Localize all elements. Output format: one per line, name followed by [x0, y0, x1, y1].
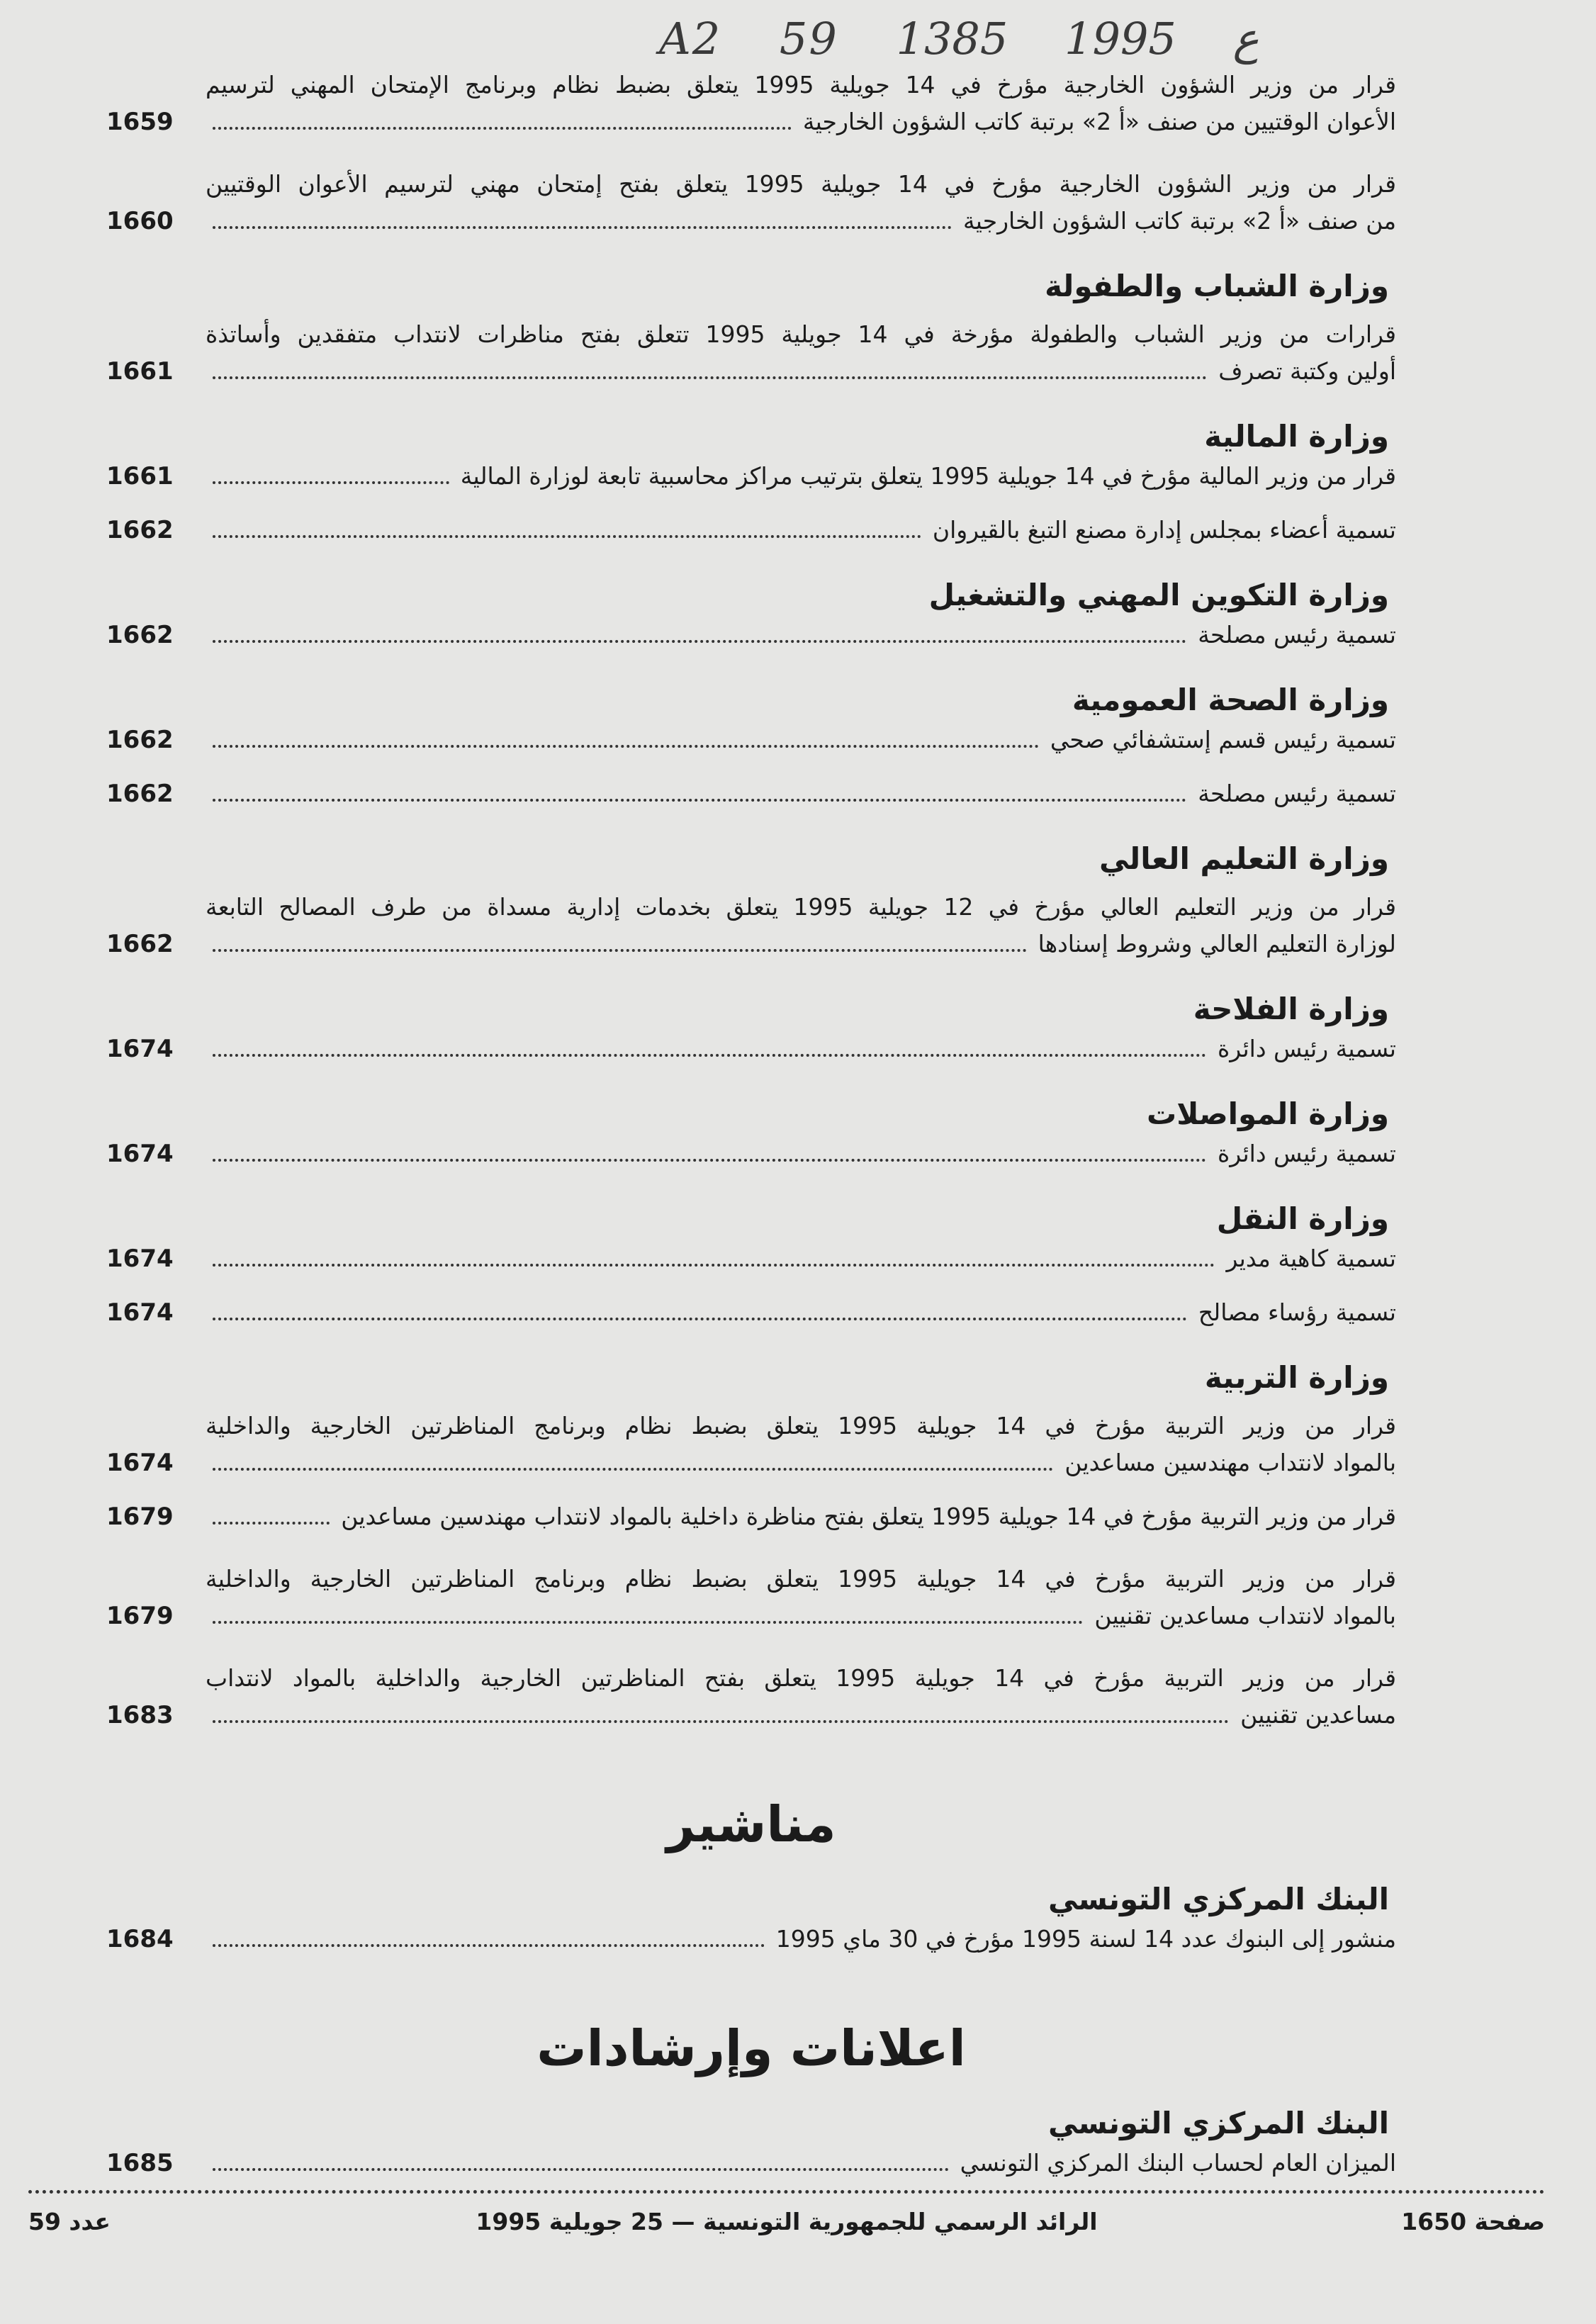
dot-leader: [213, 640, 1186, 643]
entry-last-line: [106, 1701, 1396, 1746]
toc-entry[interactable]: [106, 162, 1396, 252]
entry-title: الميزان العام لحساب البنك المركزي التونسي: [960, 2149, 1396, 2177]
entry-title: تسمية رؤساء مصالح: [1198, 1298, 1396, 1326]
toc-entry[interactable]: [106, 1556, 1396, 1647]
entry-page-number[interactable]: 1662: [106, 621, 174, 649]
entry-title: قرار من وزير المالية مؤرخ في 14 جويلية 1995 يتعلق بترتيب مراكز محاسبية تابعة لوزارة المالية: [460, 462, 1396, 490]
dot-leader: [213, 127, 792, 130]
entry-last-line: [106, 1035, 1396, 1080]
entry-last-line: [106, 462, 1396, 507]
toc-entry[interactable]: [106, 1245, 1396, 1290]
ministry-heading: وزارة النقل: [1216, 1201, 1389, 1236]
toc-entry[interactable]: [106, 1656, 1396, 1746]
entry-last-line: [106, 726, 1396, 771]
entry-page-number[interactable]: 1662: [106, 516, 174, 544]
toc-entry[interactable]: [106, 1035, 1396, 1080]
dot-leader: [213, 226, 952, 229]
entry-last-line: [106, 207, 1396, 252]
toc-entry[interactable]: [106, 1403, 1396, 1494]
dot-leader: [213, 799, 1186, 802]
toc-entry[interactable]: [106, 780, 1396, 825]
entry-last-line: [106, 1449, 1396, 1494]
entry-text-line: قرار من وزير الشؤون الخارجية مؤرخ في 14 جويلية 1995 يتعلق بضبط نظام وبرنامج الإمتحان المهني لترسيم: [206, 71, 1397, 99]
entry-last-line: [106, 1140, 1396, 1185]
entry-page-number[interactable]: 1674: [106, 1035, 174, 1063]
entry-last-line: [106, 2149, 1396, 2194]
dot-leader: [213, 1318, 1187, 1320]
entry-last-line: [106, 930, 1396, 975]
entry-title: الأعوان الوقتيين من صنف «أ 2» برتبة كاتب الشؤون الخارجية: [802, 108, 1396, 135]
toc-entry[interactable]: [106, 726, 1396, 771]
footer-divider: [28, 2190, 1545, 2194]
entry-page-number[interactable]: 1660: [106, 207, 174, 235]
ministry-heading: البنك المركزي التونسي: [1048, 1882, 1389, 1916]
section-title: مناشير: [666, 1795, 836, 1853]
toc-entry[interactable]: [106, 312, 1396, 403]
gazette-title: الرائد الرسمي للجمهورية التونسية — 25 جويلية 1995: [476, 2208, 1098, 2235]
entry-title: تسمية رئيس قسم إستشفائي صحي: [1050, 726, 1396, 753]
entry-title: تسمية رئيس دائرة: [1217, 1035, 1396, 1062]
ministry-heading: وزارة المواصلات: [1146, 1096, 1389, 1131]
entry-page-number[interactable]: 1679: [106, 1503, 174, 1531]
toc-entry[interactable]: [106, 1140, 1396, 1185]
entry-page-number[interactable]: 1659: [106, 108, 174, 136]
ministry-heading: وزارة التربية: [1204, 1360, 1389, 1395]
table-of-contents: [106, 62, 1396, 2203]
entry-text-line: قرارات من وزير الشباب والطفولة مؤرخة في 14 جويلية 1995 تتعلق بفتح مناظرات لانتداب متفقدين وأساتذة: [206, 320, 1397, 348]
entry-last-line: [106, 780, 1396, 825]
entry-title: أولين وكتبة تصرف: [1218, 357, 1396, 385]
entry-page-number[interactable]: 1662: [106, 780, 174, 808]
entry-last-line: [106, 357, 1396, 403]
page-number: صفحة 1650: [1401, 2208, 1545, 2235]
ministry-heading: وزارة المالية: [1204, 419, 1389, 454]
entry-last-line: [106, 1503, 1396, 1548]
entry-title: تسمية أعضاء بمجلس إدارة مصنع التبغ بالقيروان: [932, 516, 1396, 544]
dot-leader: [213, 1944, 765, 1947]
handwritten-annotation: A2 59 ع 1995 1385: [659, 13, 1259, 64]
toc-entry[interactable]: [106, 516, 1396, 561]
toc-entry[interactable]: [106, 885, 1396, 975]
entry-last-line: [106, 621, 1396, 666]
dot-leader: [213, 376, 1207, 379]
issue-number: عدد 59: [28, 2208, 111, 2235]
entry-last-line: [106, 1602, 1396, 1647]
toc-entry[interactable]: [106, 62, 1396, 153]
entry-title: تسمية كاهية مدير: [1226, 1245, 1396, 1272]
entry-page-number[interactable]: 1674: [106, 1140, 174, 1168]
entry-page-number[interactable]: 1679: [106, 1602, 174, 1630]
entry-title: من صنف «أ 2» برتبة كاتب الشؤون الخارجية: [963, 207, 1396, 235]
entry-text-line: قرار من وزير التربية مؤرخ في 14 جويلية 1995 يتعلق بضبط نظام وبرنامج المناظرتين الخارجية والداخلية: [206, 1412, 1396, 1439]
ministry-heading: البنك المركزي التونسي: [1048, 2106, 1389, 2140]
dot-leader: [213, 1159, 1206, 1162]
entry-text-line: قرار من وزير الشؤون الخارجية مؤرخ في 14 جويلية 1995 يتعلق بفتح إمتحان مهني لترسيم الأعوان الوقتيين: [206, 170, 1397, 198]
entry-text-line: قرار من وزير التعليم العالي مؤرخ في 12 جويلية 1995 يتعلق بخدمات إدارية مسداة من طرف المصالح التابعة: [206, 893, 1397, 921]
toc-entry[interactable]: [106, 462, 1396, 507]
entry-title: قرار من وزير التربية مؤرخ في 14 جويلية 1995 يتعلق بفتح مناظرة داخلية بالمواد لانتداب مهندسين مساعدين: [341, 1503, 1396, 1530]
entry-title: بالمواد لانتداب مساعدين تقنيين: [1094, 1602, 1396, 1629]
entry-title: منشور إلى البنوك عدد 14 لسنة 1995 مؤرخ في 30 ماي 1995: [775, 1925, 1396, 1953]
entry-last-line: [106, 1298, 1396, 1344]
entry-page-number[interactable]: 1662: [106, 930, 174, 958]
toc-entry[interactable]: [106, 1298, 1396, 1344]
dot-leader: [213, 1468, 1053, 1471]
entry-page-number[interactable]: 1662: [106, 726, 174, 754]
ministry-heading: وزارة الشباب والطفولة: [1045, 269, 1389, 303]
entry-last-line: [106, 1245, 1396, 1290]
entry-title: تسمية رئيس مصلحة: [1198, 780, 1396, 807]
toc-entry[interactable]: [106, 2149, 1396, 2194]
entry-page-number[interactable]: 1684: [106, 1925, 174, 1953]
section-title: اعلانات وإرشادات: [536, 2019, 966, 2077]
entry-page-number[interactable]: 1661: [106, 462, 174, 490]
dot-leader: [213, 1720, 1229, 1723]
dot-leader: [213, 1054, 1206, 1057]
entry-text-line: قرار من وزير التربية مؤرخ في 14 جويلية 1995 يتعلق بضبط نظام وبرنامج المناظرتين الخارجية والداخلية: [206, 1565, 1396, 1593]
entry-last-line: [106, 108, 1396, 153]
entry-title: تسمية رئيس مصلحة: [1198, 621, 1396, 649]
entry-last-line: [106, 516, 1396, 561]
entry-title: لوزارة التعليم العالي وشروط إسنادها: [1038, 930, 1396, 958]
entry-text-line: قرار من وزير التربية مؤرخ في 14 جويلية 1995 يتعلق بفتح المناظرتين الخارجية والداخلية بالمواد لانتداب: [206, 1664, 1396, 1692]
dot-leader: [213, 1264, 1215, 1267]
entry-page-number[interactable]: 1685: [106, 2149, 174, 2177]
dot-leader: [213, 535, 921, 538]
entry-page-number[interactable]: 1674: [106, 1449, 174, 1477]
entry-title: مساعدين تقنيين: [1240, 1701, 1396, 1729]
dot-leader: [213, 949, 1027, 952]
dot-leader: [213, 481, 449, 484]
ministry-heading: وزارة الفلاحة: [1193, 992, 1389, 1026]
ministry-heading: وزارة الصحة العمومية: [1072, 683, 1389, 717]
toc-entry[interactable]: [106, 621, 1396, 666]
entry-title: بالمواد لانتداب مهندسين مساعدين: [1064, 1449, 1396, 1476]
dot-leader: [213, 1522, 330, 1525]
entry-title: تسمية رئيس دائرة: [1217, 1140, 1396, 1167]
entry-page-number[interactable]: 1674: [106, 1245, 174, 1273]
dot-leader: [213, 745, 1039, 748]
entry-page-number[interactable]: 1661: [106, 357, 174, 386]
toc-entry[interactable]: [106, 1503, 1396, 1548]
entry-page-number[interactable]: 1674: [106, 1298, 174, 1327]
dot-leader: [213, 2168, 949, 2171]
dot-leader: [213, 1621, 1083, 1624]
entry-page-number[interactable]: 1683: [106, 1701, 174, 1729]
page-footer: [28, 2208, 1545, 2247]
entry-last-line: [106, 1925, 1396, 1970]
ministry-heading: وزارة التعليم العالي: [1098, 841, 1389, 876]
ministry-heading: وزارة التكوين المهني والتشغيل: [928, 578, 1389, 612]
toc-entry[interactable]: [106, 1925, 1396, 1970]
